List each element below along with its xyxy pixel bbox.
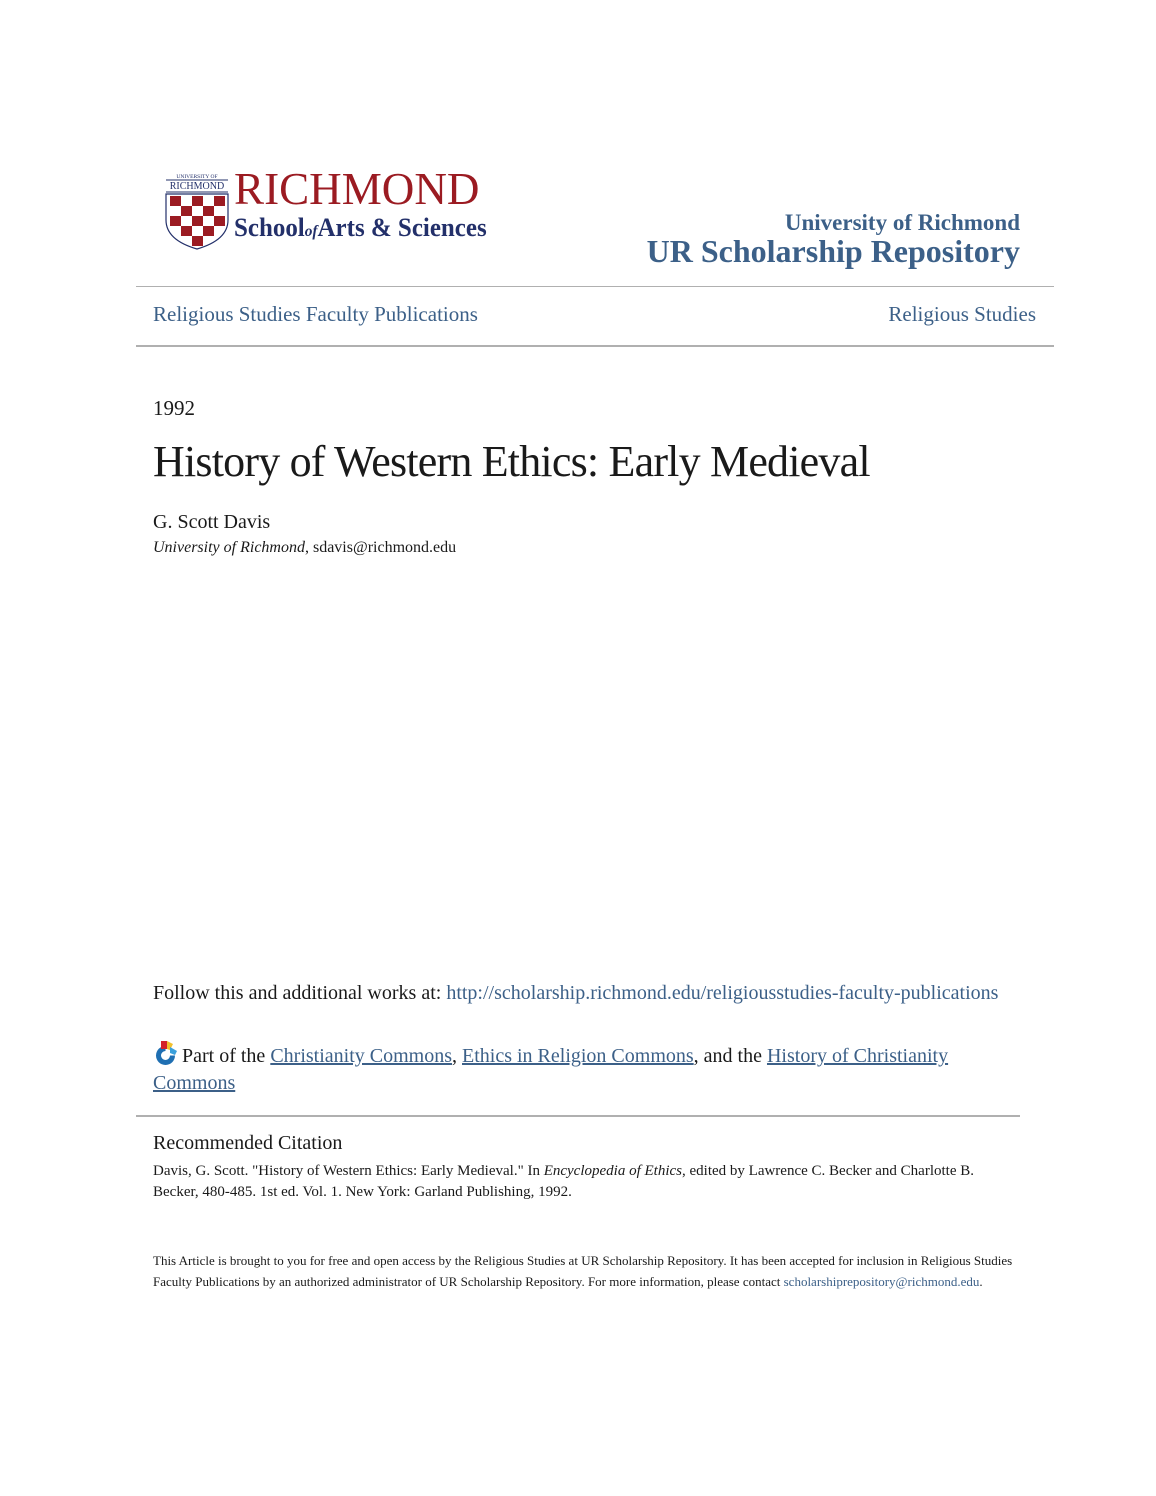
citation-heading: Recommended Citation [153, 1132, 343, 1154]
publication-year: 1992 [153, 396, 195, 420]
divider-top [136, 286, 1054, 287]
collection-url-link[interactable]: http://scholarship.richmond.edu/religiousstudies-faculty-publications [446, 982, 999, 1004]
christianity-commons-link[interactable]: Christianity Commons [270, 1045, 452, 1067]
contact-email-link[interactable]: scholarshiprepository@richmond.edu [783, 1274, 980, 1289]
richmond-logo [164, 163, 524, 252]
author-name: G. Scott Davis [153, 511, 271, 533]
author-email: sdavis@richmond.edu [312, 539, 457, 556]
department-link[interactable]: Religious Studies [888, 302, 1036, 326]
divider-citation [136, 1115, 1020, 1117]
university-shield-icon [164, 172, 230, 250]
part-of-block: Part of the Christianity Commons, Ethics in Religion Commons, and the History of Christianity Commons [153, 1041, 1013, 1097]
citation-text: Davis, G. Scott. "History of Western Ethics: Early Medieval." In Encyclopedia of Ethics, edited by Lawrence C. Becker and Charlotte B. Becker, 480-485. 1st ed. Vol. 1. New York: Garland Publishing, 1992. [153, 1163, 974, 1200]
svg-text:UNIVERSITY OF: UNIVERSITY OF [176, 174, 218, 180]
ethics-in-religion-commons-link[interactable]: Ethics in Religion Commons [462, 1045, 694, 1067]
follow-block: Follow this and additional works at: http://scholarship.richmond.edu/religiousstudies-faculty-publications [153, 982, 999, 1004]
repository-name: UR Scholarship Repository [646, 233, 1020, 270]
svg-text:RICHMOND: RICHMOND [169, 181, 225, 192]
commons-icon [153, 1041, 178, 1065]
logo-wordmark: RICHMOND [234, 163, 480, 214]
access-note: This Article is brought to you for free and open access by the Religious Studies at UR Scholarship Repository. It has been accepted for inclusion in Religious Studies Faculty Publications by an authorized administrator of UR Scholarship Repository. For more information, please contact scholarshiprepository@richmond.edu. [153, 1253, 1013, 1289]
series-link[interactable]: Religious Studies Faculty Publications [153, 302, 478, 326]
author-affiliation: University of Richmond, sdavis@richmond.edu [153, 539, 457, 556]
university-name: University of Richmond [784, 210, 1020, 235]
history-of-christianity-commons-link[interactable]: History of Christianity Commons [153, 1045, 949, 1094]
article-title: History of Western Ethics: Early Medieval [153, 437, 870, 486]
logo-school-name: SchoolofArts & Sciences [234, 213, 487, 242]
divider-header [136, 345, 1054, 347]
affiliation-name: University of Richmond [153, 539, 305, 556]
repository-branding [647, 210, 1020, 269]
